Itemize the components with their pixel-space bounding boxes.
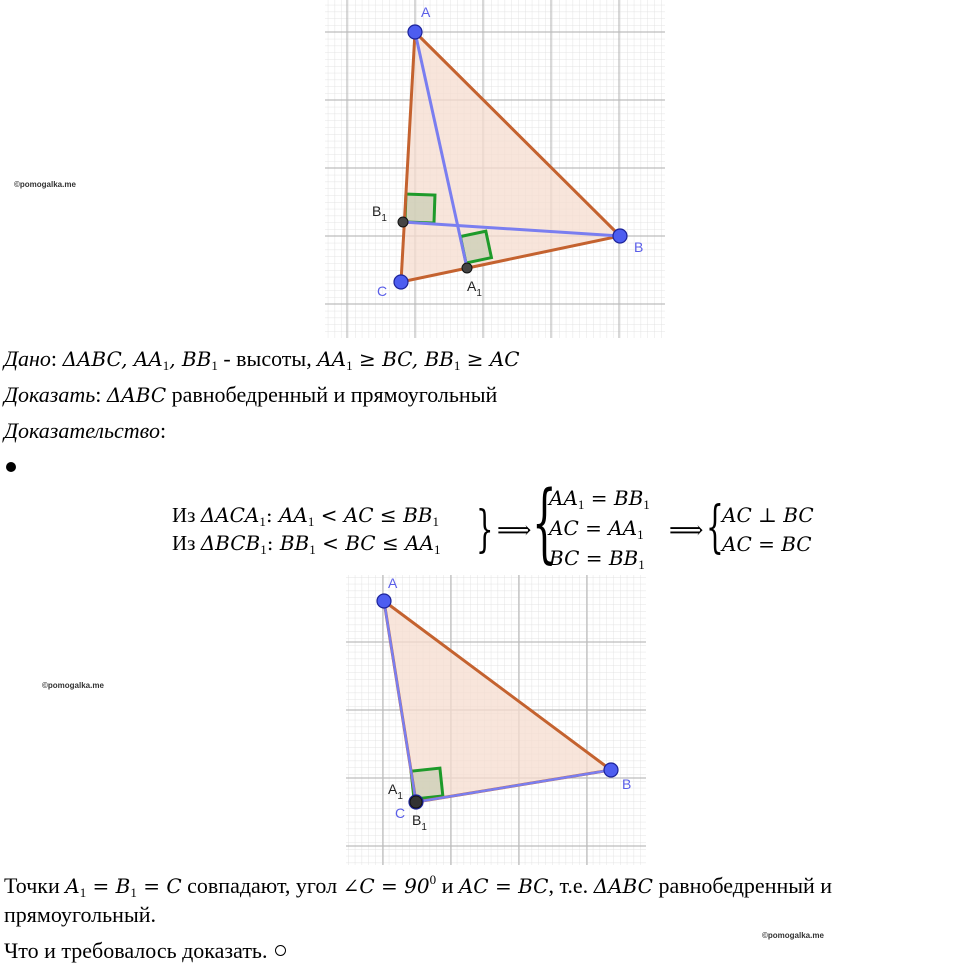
- opening-brace-3: {: [706, 495, 724, 560]
- watermark-2: ©pomogalka.me: [42, 681, 104, 690]
- qed-circle-icon: [275, 945, 286, 956]
- implies-arrow-1: ⟹: [497, 516, 532, 544]
- label-b: B: [634, 239, 644, 255]
- figure-1-triangle-altitudes: [325, 0, 665, 338]
- point-a: [408, 25, 422, 39]
- system-row-1: Из $\Delta ACA_1$: $AA_1$ < AC ≤ $BB_1$: [172, 503, 439, 529]
- opening-brace-2: {: [532, 473, 557, 573]
- label-b1: $B_1$: [372, 203, 387, 224]
- system2-row-1: $AA_1 = BB_1$: [549, 486, 650, 512]
- label-a: A: [388, 575, 398, 591]
- prove-line: Доказать: ΔABC равнобедренный и прямоугольный: [4, 382, 498, 407]
- system2-row-2: AC = $AA_1$: [549, 516, 644, 542]
- label-a1: $A_1$: [467, 278, 482, 299]
- point-b1: [398, 217, 408, 227]
- point-b: [613, 229, 627, 243]
- figure-2-degenerate-triangle: [346, 575, 646, 865]
- label-b: B: [622, 776, 632, 792]
- system2-row-3: BC = $BB_1$: [549, 546, 645, 572]
- label-a1: $A_1$: [388, 781, 403, 802]
- conclusion-line-1: Точки $A_1 = B_1 = C$ совпадают, угол ∠C = $90^0$ и AC = BC, т.е. ΔABC равнобедренный и: [4, 872, 833, 900]
- point-a1-b1: [410, 796, 422, 808]
- proof-label: Доказательство:: [4, 418, 167, 443]
- point-b: [604, 763, 618, 777]
- list-bullet: [6, 462, 16, 472]
- system-row-2: Из $\Delta BCB_1$: $BB_1$ < BC ≤ $AA_1$: [172, 531, 441, 557]
- point-a: [377, 594, 391, 608]
- label-c: C: [395, 805, 406, 821]
- closing-brace-1: }: [476, 500, 494, 558]
- point-a1: [462, 263, 472, 273]
- given-line: Дано: ΔABC, $AA_1$, $BB_1$ - высоты, $AA_1$ ≥ BC, $BB_1$ ≥ AC: [4, 346, 520, 373]
- watermark-1: ©pomogalka.me: [14, 180, 76, 189]
- system3-row-1: AC ⊥ BC: [722, 503, 814, 527]
- qed-line: Что и требовалось доказать.: [4, 938, 286, 964]
- watermark-3: ©pomogalka.me: [762, 931, 824, 940]
- label-a: A: [421, 4, 431, 20]
- right-angle-mark-b1: [405, 194, 435, 223]
- system3-row-2: AC = BC: [722, 532, 812, 556]
- label-b1: $B_1$: [412, 812, 427, 833]
- implies-arrow-2: ⟹: [669, 516, 704, 544]
- conclusion-line-2: прямоугольный.: [4, 902, 157, 927]
- point-c: [394, 275, 408, 289]
- label-c: C: [377, 283, 388, 299]
